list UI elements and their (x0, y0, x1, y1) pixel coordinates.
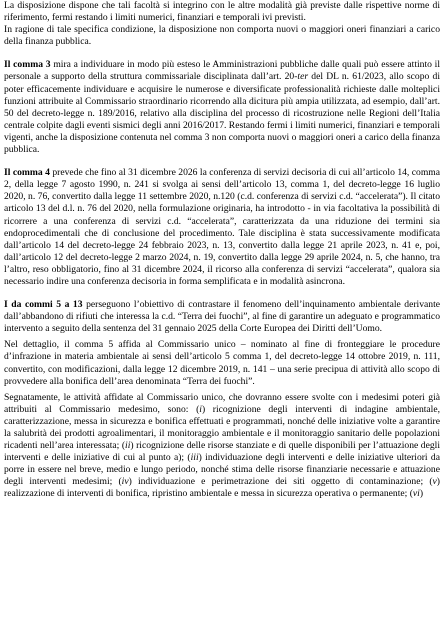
paragraph-oneri (4, 24, 440, 48)
p7-segment-4: ) ricognizione delle risorse stanziate e di quelle disponibili per l’attuazione degli interventi e delle iniziative di cui al punto a); ( (4, 440, 440, 464)
p7-segment-8: ) individuazione e perimetrazione dei siti oggetto di contaminazione; ( (128, 476, 433, 488)
p7-segment-3: ii (125, 440, 131, 452)
p3-segment-3: del DL n. 61/2023, allo scopo di poter efficacemente individuare e acquisire le numerose e diversificate professionalità richieste dalle molteplici funzioni attribuite al Commissario straordinario ricorrendo alla dicitura più ampia utilizzata, ad esempio, dall’art. 50 del decreto-legge n. 189/2016, relativo alla disciplina del processo di ricostruzione nelle Regioni dell’Italia centrale colpite dagli eventi sismici degli anni 2016/2017. Restando fermi i limiti numerici, finanziari e temporali vigenti, anche la disposizione contenuta nel comma 3 non comporta nuovi o maggiori oneri a carico della finanza pubblica. (4, 71, 440, 156)
p7-segment-6: ) individuazione degli interventi e delle iniziative ulteriori da porre in essere nel breve, medio e lungo periodo, nonché stima delle risorse finanziarie necessarie e attuazione degli interventi medesimi; ( (4, 452, 440, 488)
paragraph-commi-5-13 (4, 299, 440, 335)
p7-segment-2: ) ricognizione degli interventi di indagine ambientale, caratterizzazione, messa in sicurezza e bonifica effettuati e programmati, nonché delle iniziative volte a garantire la salubrità dei prodotti agroalimentari, il monitoraggio ambientale e il monitoraggio sanitario delle popolazioni ricadenti nell’area interessata; ( (4, 403, 440, 452)
p7-segment-0: Segnatamente, le attività affidate al Commissario unico, che dovranno essere svolte con i medesimi poteri già attribuiti al Commissario medesimo, sono: ( (4, 391, 440, 415)
paragraph-comma-3 (4, 59, 440, 156)
p5-segment-0: I da commi 5 a 13 (4, 299, 83, 311)
p2-segment-0: In ragione di tale specifica condizione, la disposizione non comporta nuovi o maggiori oneri finanziari a carico della finanza pubblica. (4, 24, 440, 48)
p3-segment-2: ter (297, 71, 309, 83)
p7-segment-9: v (432, 476, 437, 488)
p7-segment-5: iii (190, 452, 199, 464)
paragraph-comma-4 (4, 167, 440, 288)
p1-segment-0: La disposizione dispone che tali facoltà si integrino con le altre modalità già previste dalle rispettive norme di riferimento, fermi restando i limiti numerici, finanziari e temporali ivi previsti. (4, 0, 440, 24)
paragraph-comma-5-dettaglio (4, 339, 440, 387)
p4-segment-1: prevede che fino al 31 dicembre 2026 la conferenza di servizi decisoria di cui all’articolo 14, comma 2, della legge 7 agosto 1990, n. 241 si svolga ai sensi dell’articolo 13, comma 1, del decreto-legge 16 luglio 2020, n. 76, convertito dalla legge 11 settembre 2020, n.120 (c.d. conferenza di servizi c.d. “accelerata”). Il citato articolo 13 del d.l. n. 76 del 2020, nella formulazione originaria, ha introdotto - in via facoltativa la possibilità di ricorrere a una conferenza di servizi c.d. “accelerata”, caratterizzata da una riduzione dei termini sia endoprocedimentali che di conclusione del procedimento. Tale disciplina è stata successivamente modificata dall’articolo 14 del decreto-legge 24 febbraio 2023, n. 13, convertito dalla legge 21 aprile 2023, n. 41 e, poi, dall’articolo 12 del decreto-legge 2 marzo 2024, n. 19, convertito dalla legge 29 aprile 2024, n. 5, che hanno, tra l’altro, reso obbligatorio, fino al 31 dicembre 2024, il ricorso alla conferenza di servizi “accelerata”, qualora sia necessario indire una conferenza decisoria in forma semplificata e in modalità asincrona. (4, 167, 441, 287)
p7-segment-10: ) realizzazione di interventi di bonifica, ripristino ambientale e messa in sicurezza operativa o permanente; ( (4, 476, 440, 500)
p7-segment-7: iv (121, 476, 129, 488)
p3-segment-1: mira a individuare in modo più esteso le Amministrazioni pubbliche dalle quali può essere attinto il personale a supporto della struttura commissariale disciplinata dall’art. 20- (4, 59, 441, 83)
p7-segment-1: i (199, 403, 202, 415)
p4-segment-0: Il comma 4 (4, 167, 50, 179)
paragraph-facolta (4, 0, 440, 24)
p7-segment-12: ) (419, 488, 424, 500)
p5-segment-1: perseguono l’obiettivo di contrastare il fenomeno dell’inquinamento ambientale derivante dall’abbandono di rifiuti che interessa la c.d. “Terra dei fuochi”, al fine di garantire un adeguato e programmatico intervento a seguito della sentenza del 31 gennaio 2025 della Corte Europea dei Diritti dell’Uomo. (4, 299, 440, 335)
p7-segment-11: vi (412, 488, 420, 500)
paragraph-attivita-commissario (4, 392, 440, 501)
p3-segment-0: Il comma 3 (4, 59, 51, 71)
p6-segment-0: Nel dettaglio, il comma 5 affida al Commissario unico – nominato al fine di fronteggiare le procedure d’infrazione in materia ambientale ai sensi dell’articolo 5 comma 1, del decreto-legge 14 ottobre 2019, n. 111, convertito, con modificazioni, dalla legge 12 dicembre 2019, n. 141 – una serie precipua di attività allo scopo di provvedere alla bonifica dell’area denominata “Terra dei fuochi”. (4, 339, 440, 387)
